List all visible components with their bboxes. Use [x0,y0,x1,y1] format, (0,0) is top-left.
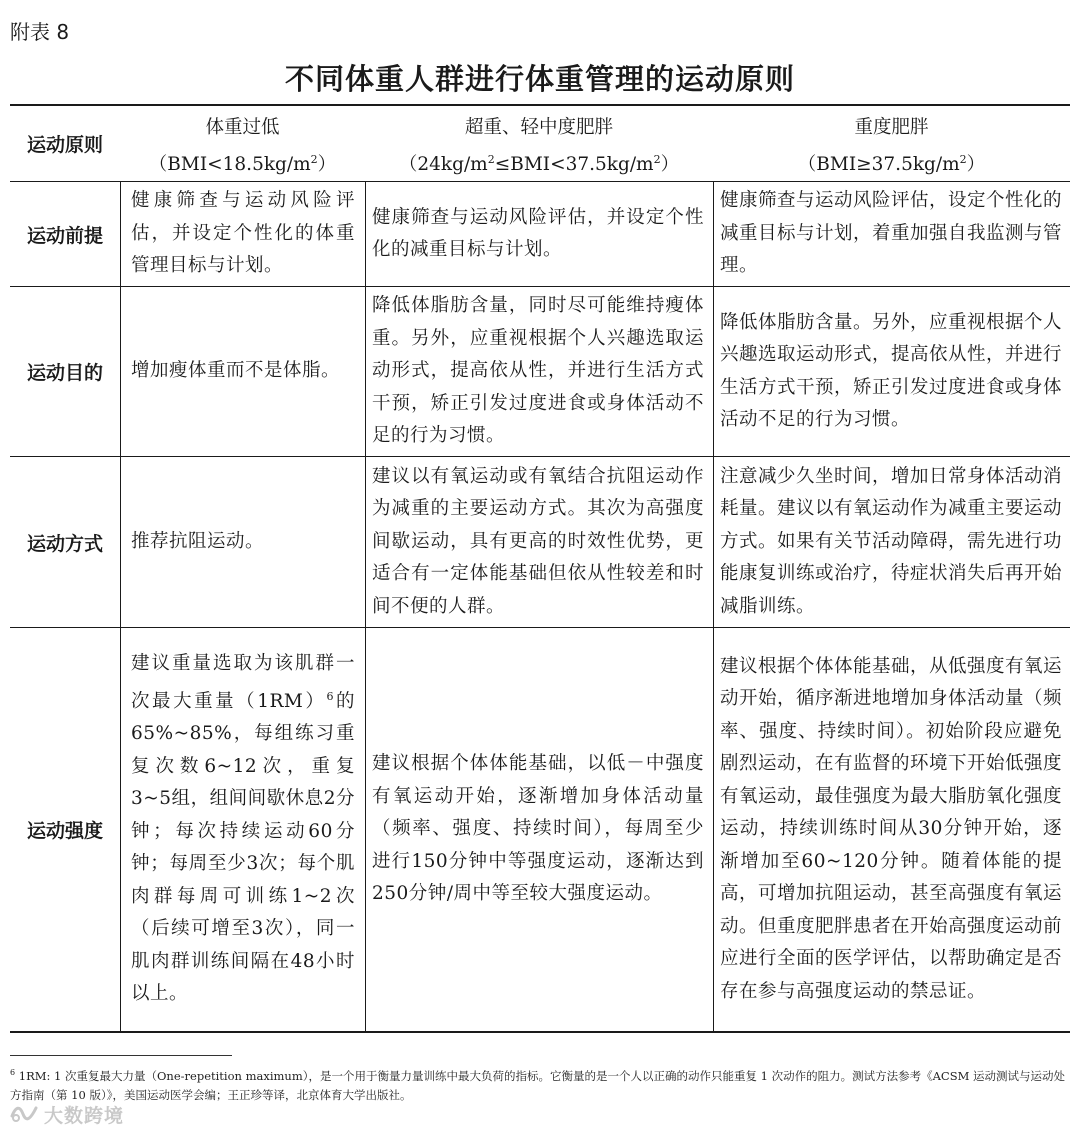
column-header-overweight [365,112,713,181]
footnote-marker: 6 [326,689,334,703]
column-divider [120,181,121,1031]
header-corner: 运动原则 [26,134,103,156]
column-criteria: $(24kg/m^2\le BMI<37.5kg/m^2)$ [398,153,680,176]
column-criteria: $(BMI<18.5kg/m^2)$ [148,153,337,176]
wave-logo-icon [10,1102,44,1127]
footnote: $^6$ 1RM: 1 次重复最大力量（One-repetition maximum），是一个用于衡量力量训练中最大负荷的指标。它衡量的是一个人以正确的动作只能重复 1 次动作的阻力。测试方法参考《ACSM 运动测试与运动处方指南（第 10 版）》，美国运动医学会编；王正珍等译，北京体育大学出版社。 [10,1068,1066,1102]
column-name: 重度肥胖 [854,117,929,138]
table-cell: 建议重量选取为该肌群一次最大重量$(1RM)^6$的65%~85%，每组练习重复次数6~12次，重复3~5组，组间间歇休息2分钟；每次持续运动60分钟；每周至少3次；每个肌肉群每周可训练1~2次（后续可增至3次），同一肌肉群训练间隔在48小时以上。 [131,653,355,1005]
column-divider [713,181,714,1031]
table-cell: 建议根据个体体能基础，以低－中强度有氧运动开始，逐渐增加身体活动量（频率、强度、持续时间），每周至少进行150分钟中等强度运动，逐渐达到250分钟/周中等至较大强度运动。 [372,753,704,905]
row-label-method: 运动方式 [26,532,103,555]
table-cell: 增加瘦体重而不是体脂。 [131,360,341,382]
table-cell: 健康筛查与运动风险评估，并设定个性化的体重管理目标与计划。 [131,190,355,277]
column-header-underweight [120,112,365,181]
table-cell: 降低体脂肪含量，同时尽可能维持瘦体重。另外，应重视根据个人兴趣选取运动形式，提高依从性，并进行生活方式干预，矫正引发过度进食或身体活动不足的行为习惯。 [372,295,704,447]
table-top-rule [10,104,1070,106]
table-cell: 健康筛查与运动风险评估，设定个性化的减重目标与计划，着重加强自我监测与管理。 [720,190,1063,277]
table-cell: 健康筛查与运动风险评估，并设定个性化的减重目标与计划。 [372,206,704,260]
table-cell: 推荐抗阻运动。 [131,530,265,552]
column-name: 超重、轻中度肥胖 [464,117,613,138]
table-title: 不同体重人群进行体重管理的运动原则 [284,62,795,96]
column-name: 体重过低 [205,117,280,138]
row-label-prerequisite: 运动前提 [26,224,103,247]
table-cell: 建议根据个体体能基础，从低强度有氧运动开始，循序渐进地增加身体活动量（频率、强度、持续时间）。初始阶段应避免剧烈运动，在有监督的环境下开始低强度有氧运动，最佳强度为最大脂肪氧化强度运动，持续训练时间从30分钟开始，逐渐增加至60~120分钟。随着体能的提高，可增加抗阻运动，甚至高强度有氧运动。但重度肥胖患者在开始高强度运动前应进行全面的医学评估，以帮助确定是否存在参与高强度运动的禁忌证。 [720,655,1063,1002]
row-label-purpose: 运动目的 [26,362,103,384]
row-label-intensity: 运动强度 [26,820,103,842]
footnote-rule [10,1055,232,1056]
table-cell: 降低体脂肪含量。另外，应重视根据个人兴趣选取运动形式，提高依从性，并进行生活方式干预，矫正引发过度进食或身体活动不足的行为习惯。 [720,311,1063,430]
appendix-label: 附表 8 [10,20,70,44]
watermark [10,1101,124,1128]
column-criteria: $(BMI\ge 37.5kg/m^2)$ [797,153,986,176]
watermark-text: 大数跨境 [44,1105,125,1127]
column-divider [365,181,366,1031]
table-cell: 注意减少久坐时间，增加日常身体活动消耗量。建议以有氧运动作为减重主要运动方式。如果有关节活动障碍，需先进行功能康复训练或治疗，待症状消失后再开始减脂训练。 [720,465,1063,617]
table-bottom-rule [10,1031,1070,1033]
column-header-severe-obesity [713,112,1070,181]
table-cell: 建议以有氧运动或有氧结合抗阻运动作为减重的主要运动方式。其次为高强度间歇运动，具有更高的时效性优势，更适合有一定体能基础但依从性较差和时间不便的人群。 [372,465,704,617]
